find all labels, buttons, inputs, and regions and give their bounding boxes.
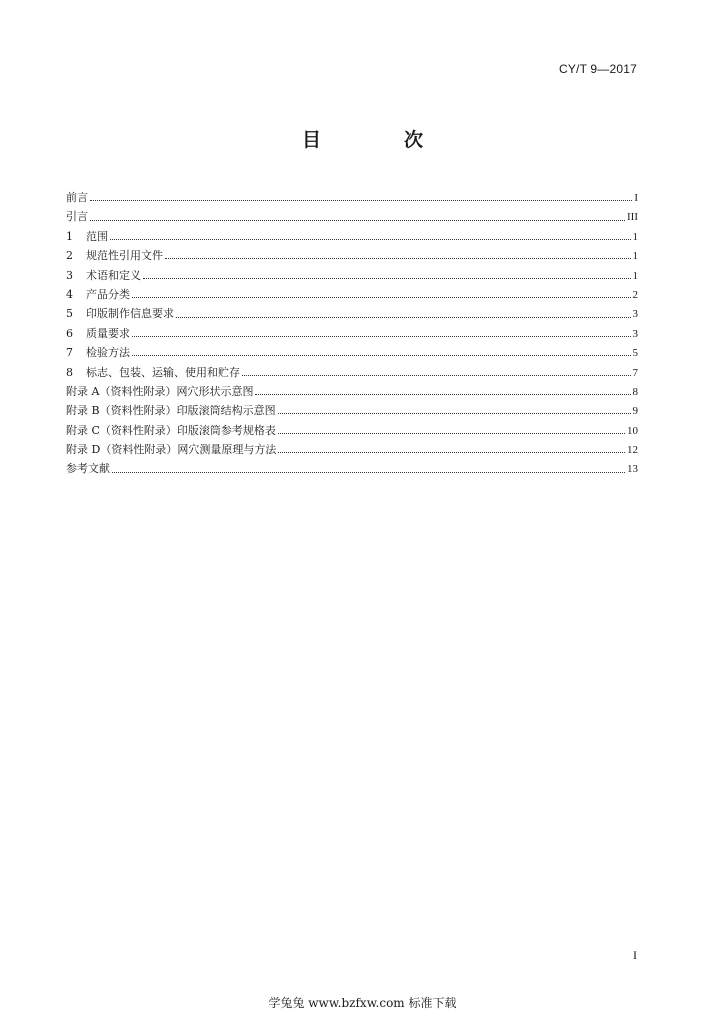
toc-entry-page: 13 xyxy=(627,463,638,476)
toc-entry-page: 2 xyxy=(632,288,638,301)
toc-entry-page: 1 xyxy=(632,269,638,282)
toc-entry-page: I xyxy=(634,192,638,204)
toc-entry-label: 附录 A（资料性附录）网穴形状示意图 xyxy=(66,384,254,398)
toc-dot-leader xyxy=(278,452,625,453)
toc-entry-number: 3 xyxy=(66,268,73,282)
toc-entry[interactable] xyxy=(66,459,638,478)
toc-dot-leader xyxy=(110,239,631,240)
toc-entry-page: 3 xyxy=(632,308,638,321)
toc-entry-number: 7 xyxy=(66,346,73,360)
toc-entry-page: 1 xyxy=(632,230,638,243)
toc-entry-page: 5 xyxy=(632,347,638,360)
toc-dot-leader xyxy=(132,336,631,337)
toc-entry[interactable] xyxy=(66,421,638,440)
toc-entry-number: 8 xyxy=(66,365,73,379)
toc-entry-page: 3 xyxy=(632,327,638,340)
toc-entry-number: 5 xyxy=(66,307,73,321)
toc-entry-label: 检验方法 xyxy=(86,346,130,360)
toc-entry[interactable] xyxy=(66,401,638,420)
toc-entry-label: 标志、包装、运输、使用和贮存 xyxy=(86,365,240,379)
toc-entry-label: 附录 D（资料性附录）网穴测量原理与方法 xyxy=(66,443,277,457)
toc-entry-label: 附录 C（资料性附录）印版滚筒参考规格表 xyxy=(66,423,276,437)
toc-dot-leader xyxy=(112,472,625,473)
toc-entry[interactable] xyxy=(66,188,638,207)
toc-dot-leader xyxy=(90,200,632,201)
toc-dot-leader xyxy=(176,317,631,318)
toc-entry[interactable] xyxy=(66,382,638,401)
toc-entry[interactable] xyxy=(66,285,638,304)
toc-dot-leader xyxy=(90,220,625,221)
toc-entry-page: 10 xyxy=(627,424,638,437)
toc-entry-label: 附录 B（资料性附录）印版滚筒结构示意图 xyxy=(66,404,276,418)
toc-entry-label: 引言 xyxy=(66,210,88,224)
watermark-footer: 学兔兔 www.bzfxw.com 标准下载 xyxy=(268,996,457,1010)
toc-dot-leader xyxy=(132,355,631,356)
toc-entry-label: 产品分类 xyxy=(86,287,130,301)
toc-entry[interactable] xyxy=(66,266,638,285)
toc-entry[interactable] xyxy=(66,343,638,362)
toc-dot-leader xyxy=(143,278,631,279)
toc-dot-leader xyxy=(132,297,631,298)
standard-code: CY/T 9—2017 xyxy=(558,62,637,76)
toc-dot-leader xyxy=(165,258,631,259)
toc-entry-label: 质量要求 xyxy=(86,326,130,340)
toc-entry[interactable] xyxy=(66,363,638,382)
toc-entry[interactable] xyxy=(66,227,638,246)
toc-entry-number: 4 xyxy=(66,287,73,301)
toc-entry-page: 9 xyxy=(632,405,638,418)
toc-entry-label: 范围 xyxy=(86,229,108,243)
page-number: I xyxy=(633,948,637,962)
toc-entry-label: 规范性引用文件 xyxy=(86,249,163,263)
toc-entry-page: 1 xyxy=(632,250,638,263)
toc-entry-page: 8 xyxy=(632,385,638,398)
toc-entry[interactable] xyxy=(66,440,638,459)
toc-entry-page: 12 xyxy=(627,444,638,457)
toc-entry[interactable] xyxy=(66,304,638,323)
toc-entry-label: 前言 xyxy=(66,191,88,204)
toc-entry-page: 7 xyxy=(632,366,638,379)
toc-entry[interactable] xyxy=(66,246,638,265)
toc-dot-leader xyxy=(278,413,631,414)
toc-entry-number: 6 xyxy=(66,326,73,340)
toc-entry-label: 术语和定义 xyxy=(86,268,141,282)
toc-entry-number: 1 xyxy=(66,229,73,243)
toc-entry-label: 印版制作信息要求 xyxy=(86,307,174,321)
toc-dot-leader xyxy=(242,375,631,376)
toc-entry-label: 参考文献 xyxy=(66,462,110,476)
toc-dot-leader xyxy=(278,433,625,434)
toc-entry-number: 2 xyxy=(66,249,73,263)
page-title: 目 次 xyxy=(301,129,455,151)
toc-entry-page: III xyxy=(627,211,638,224)
toc-dot-leader xyxy=(255,394,630,395)
toc-entry[interactable] xyxy=(66,324,638,343)
toc-entry[interactable] xyxy=(66,207,638,226)
table-of-contents xyxy=(66,188,638,479)
